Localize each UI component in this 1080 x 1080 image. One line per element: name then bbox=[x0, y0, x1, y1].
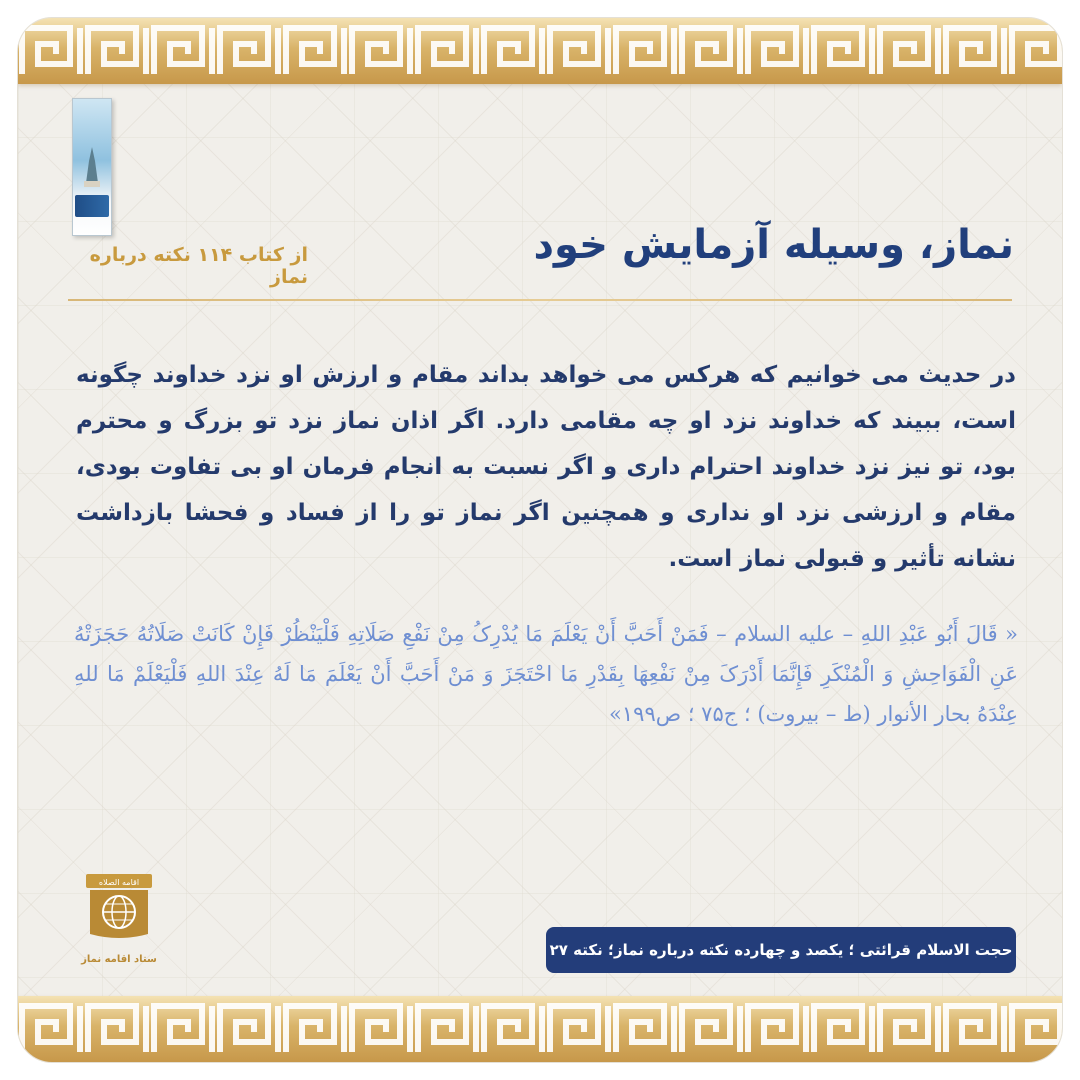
hadith-quote: « قَالَ أَبُو عَبْدِ اللهِ – علیه السلام – فَمَنْ أَحَبَّ أَنْ یَعْلَمَ مَا یُدْرِکُ مِنْ نَفْعِ صَلَاتِهِ فَلْیَنْظُرْ فَإِنْ کَانَتْ صَلَاتُهُ حَجَزَتْهُ عَنِ الْفَوَاحِشِ وَ الْمُنْکَرِ فَإِنَّمَا أَدْرَکَ مِنْ نَفْعِهَا بِقَدْرِ مَا احْتَجَزَ وَ مَنْ أَحَبَّ أَنْ یَعْلَمَ مَا لَهُ عِنْدَ اللهِ فَلْیَعْلَمْ مَا للهِ عِنْدَهُ بحار الأنوار (ط – بیروت) ؛ ج۷۵ ؛ ص۱۹۹» bbox=[74, 622, 1018, 726]
body-paragraph: در حدیث می خوانیم که هرکس می خواهد بداند مقام و ارزش او نزد خداوند چگونه است، ببیند که خداوند نزد او چه مقامی دارد. اگر اذان نماز نزد تو بزرگ و محترم بود، تو نیز نزد خداوند احترام داری و اگر نسبت به انجام فرمان او بی تفاوت بودی، مقام و ارزشی نزد او نداری و همچنین اگر نماز تو را از فساد و فحشا بازداشت نشانه تأثیر و قبولی نماز است. bbox=[76, 362, 1016, 572]
logo-bottom-text: ستاد اقامه نماز bbox=[81, 954, 157, 965]
logo-top-text: اقامه الصلاه bbox=[98, 878, 140, 887]
page-title: نماز، وسیله آزمایش خود bbox=[533, 222, 1014, 268]
post-card bbox=[18, 18, 1062, 1062]
book-caption: از کتاب ۱۱۴ نکته درباره نماز bbox=[89, 244, 308, 288]
title-divider bbox=[68, 299, 1012, 301]
top-ornament-band bbox=[18, 18, 1062, 84]
reference-badge: حجت الاسلام قرائتی ؛ یکصد و چهارده نکته درباره نماز؛ نکته ۲۷ bbox=[546, 927, 1016, 973]
setad-logo bbox=[80, 870, 158, 980]
book-cover-icon bbox=[72, 98, 112, 236]
bottom-ornament-band bbox=[18, 996, 1062, 1062]
